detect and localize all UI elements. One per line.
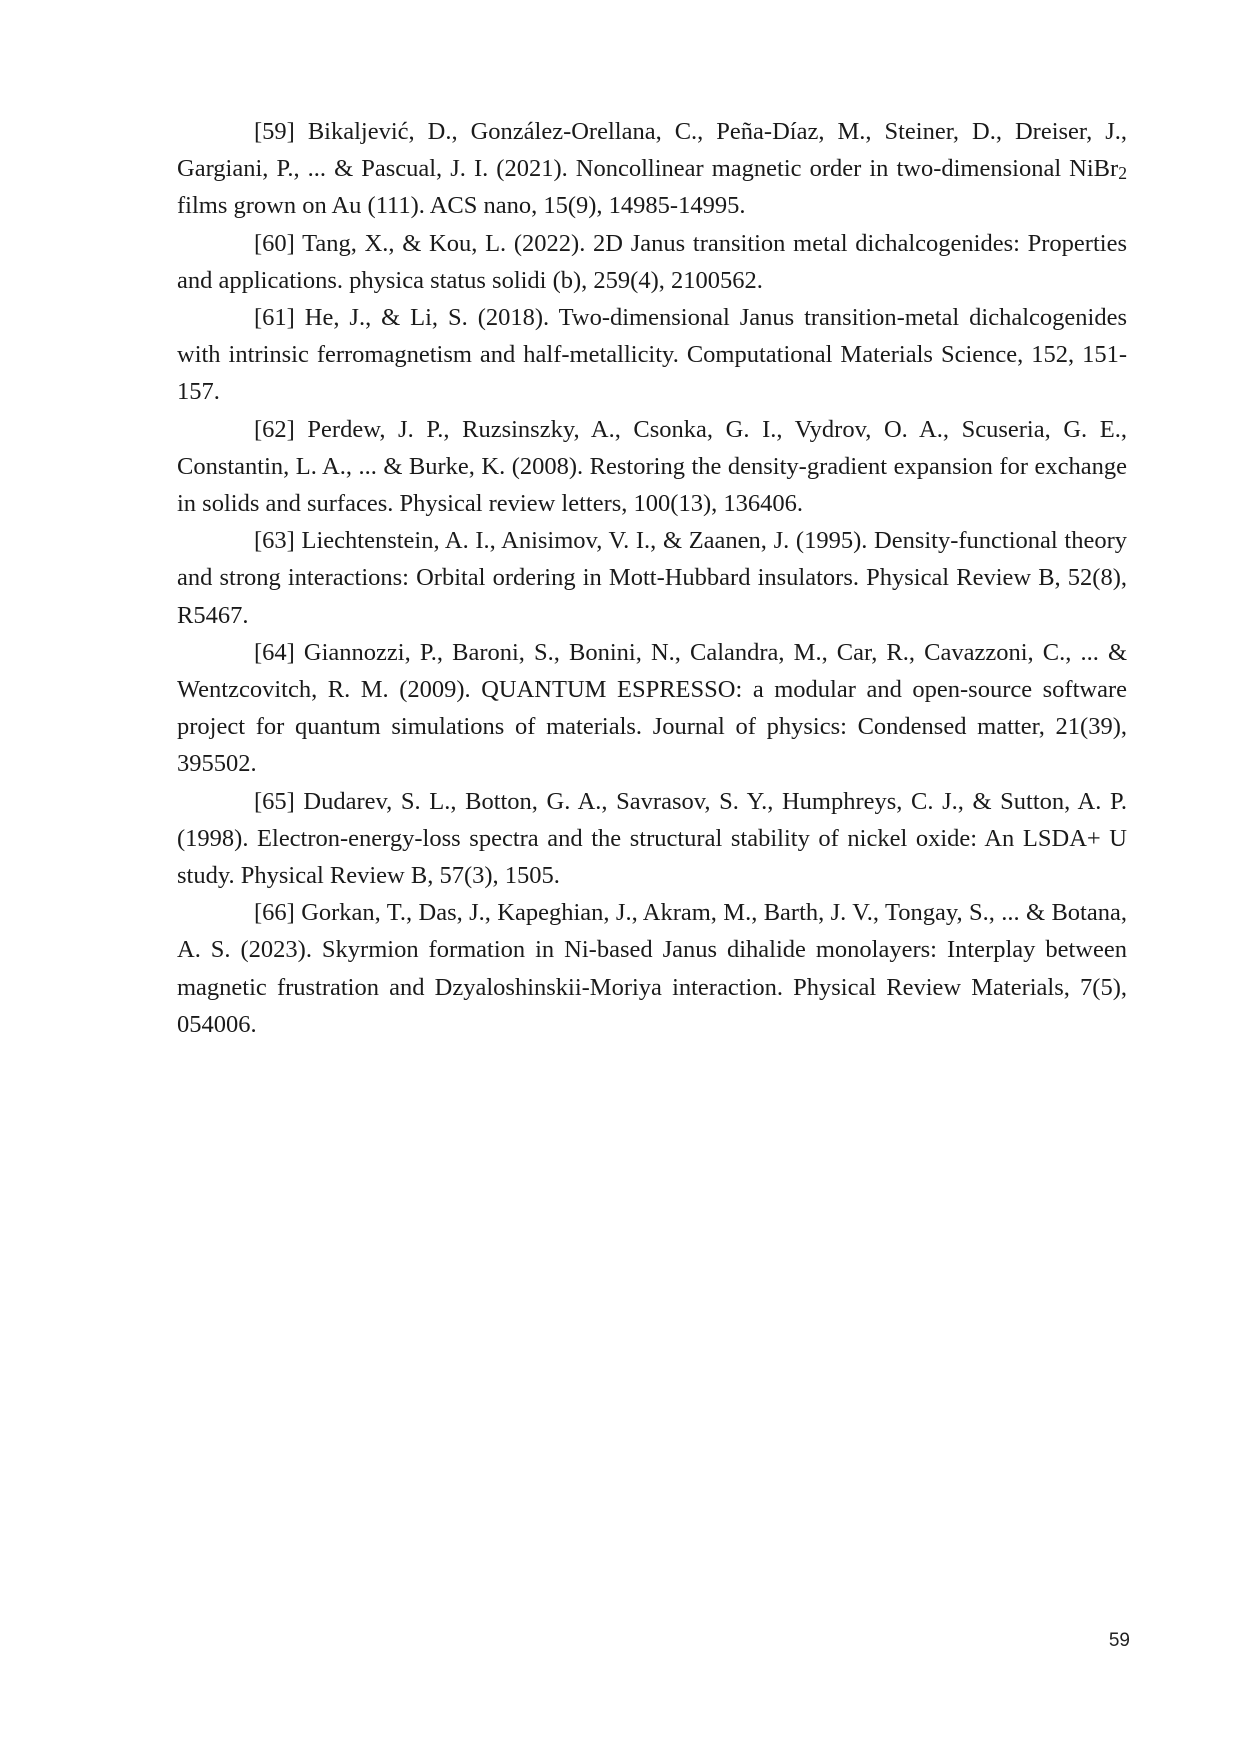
reference-59-text: [59] Bikaljević, D., González-Orellana, C., Peña-Díaz, M., Steiner, D., Dreiser, J., Gargiani, P., ... & Pascual, J. I. (2021). Noncollinear magnetic order in two-dimensional NiBr (177, 118, 1127, 183)
reference-59-text-end: films grown on Au (111). ACS nano, 15(9), 14985-14995. (177, 192, 746, 220)
reference-61: [61] He, J., & Li, S. (2018). Two-dimensional Janus transition-metal dichalcogenides with intrinsic ferromagnetism and half-metallicity. Computational Materials Science, 152, 151-157. (177, 304, 1127, 406)
reference-66: [66] Gorkan, T., Das, J., Kapeghian, J., Akram, M., Barth, J. V., Tongay, S., ... & Botana, A. S. (2023). Skyrmion formation in Ni-based Janus dihalide monolayers: Interplay between magnetic frustration and Dzyaloshinskii-Moriya interaction. Physical Review Materials, 7(5), 054006. (177, 899, 1127, 1038)
reference-list (177, 113, 1127, 1043)
page-number: 59 (1108, 1630, 1130, 1651)
reference-60: [60] Tang, X., & Kou, L. (2022). 2D Janus transition metal dichalcogenides: Properties and applications. physica status solidi (b), 259(4), 2100562. (177, 229, 1127, 294)
reference-64: [64] Giannozzi, P., Baroni, S., Bonini, N., Calandra, M., Car, R., Cavazzoni, C., ... & Wentzcovitch, R. M. (2009). QUANTUM ESPRESSO: a modular and open-source software project for quantum simulations of materials. Journal of physics: Condensed matter, 21(39), 395502. (177, 638, 1127, 778)
reference-59-subscript: 2 (1118, 163, 1127, 184)
reference-65: [65] Dudarev, S. L., Botton, G. A., Savrasov, S. Y., Humphreys, C. J., & Sutton, A. P. (1998). Electron-energy-loss spectra and the structural stability of nickel oxide: An LSDA+ U study. Physical Review B, 57(3), 1505. (177, 787, 1127, 890)
reference-59 (177, 113, 1127, 225)
reference-62: [62] Perdew, J. P., Ruzsinszky, A., Csonka, G. I., Vydrov, O. A., Scuseria, G. E., Constantin, L. A., ... & Burke, K. (2008). Restoring the density-gradient expansion for exchange in solids and surfaces. Physical review letters, 100(13), 136406. (177, 415, 1127, 518)
reference-63: [63] Liechtenstein, A. I., Anisimov, V. I., & Zaanen, J. (1995). Density-functional theory and strong interactions: Orbital ordering in Mott-Hubbard insulators. Physical Review B, 52(8), R5467. (177, 527, 1127, 629)
